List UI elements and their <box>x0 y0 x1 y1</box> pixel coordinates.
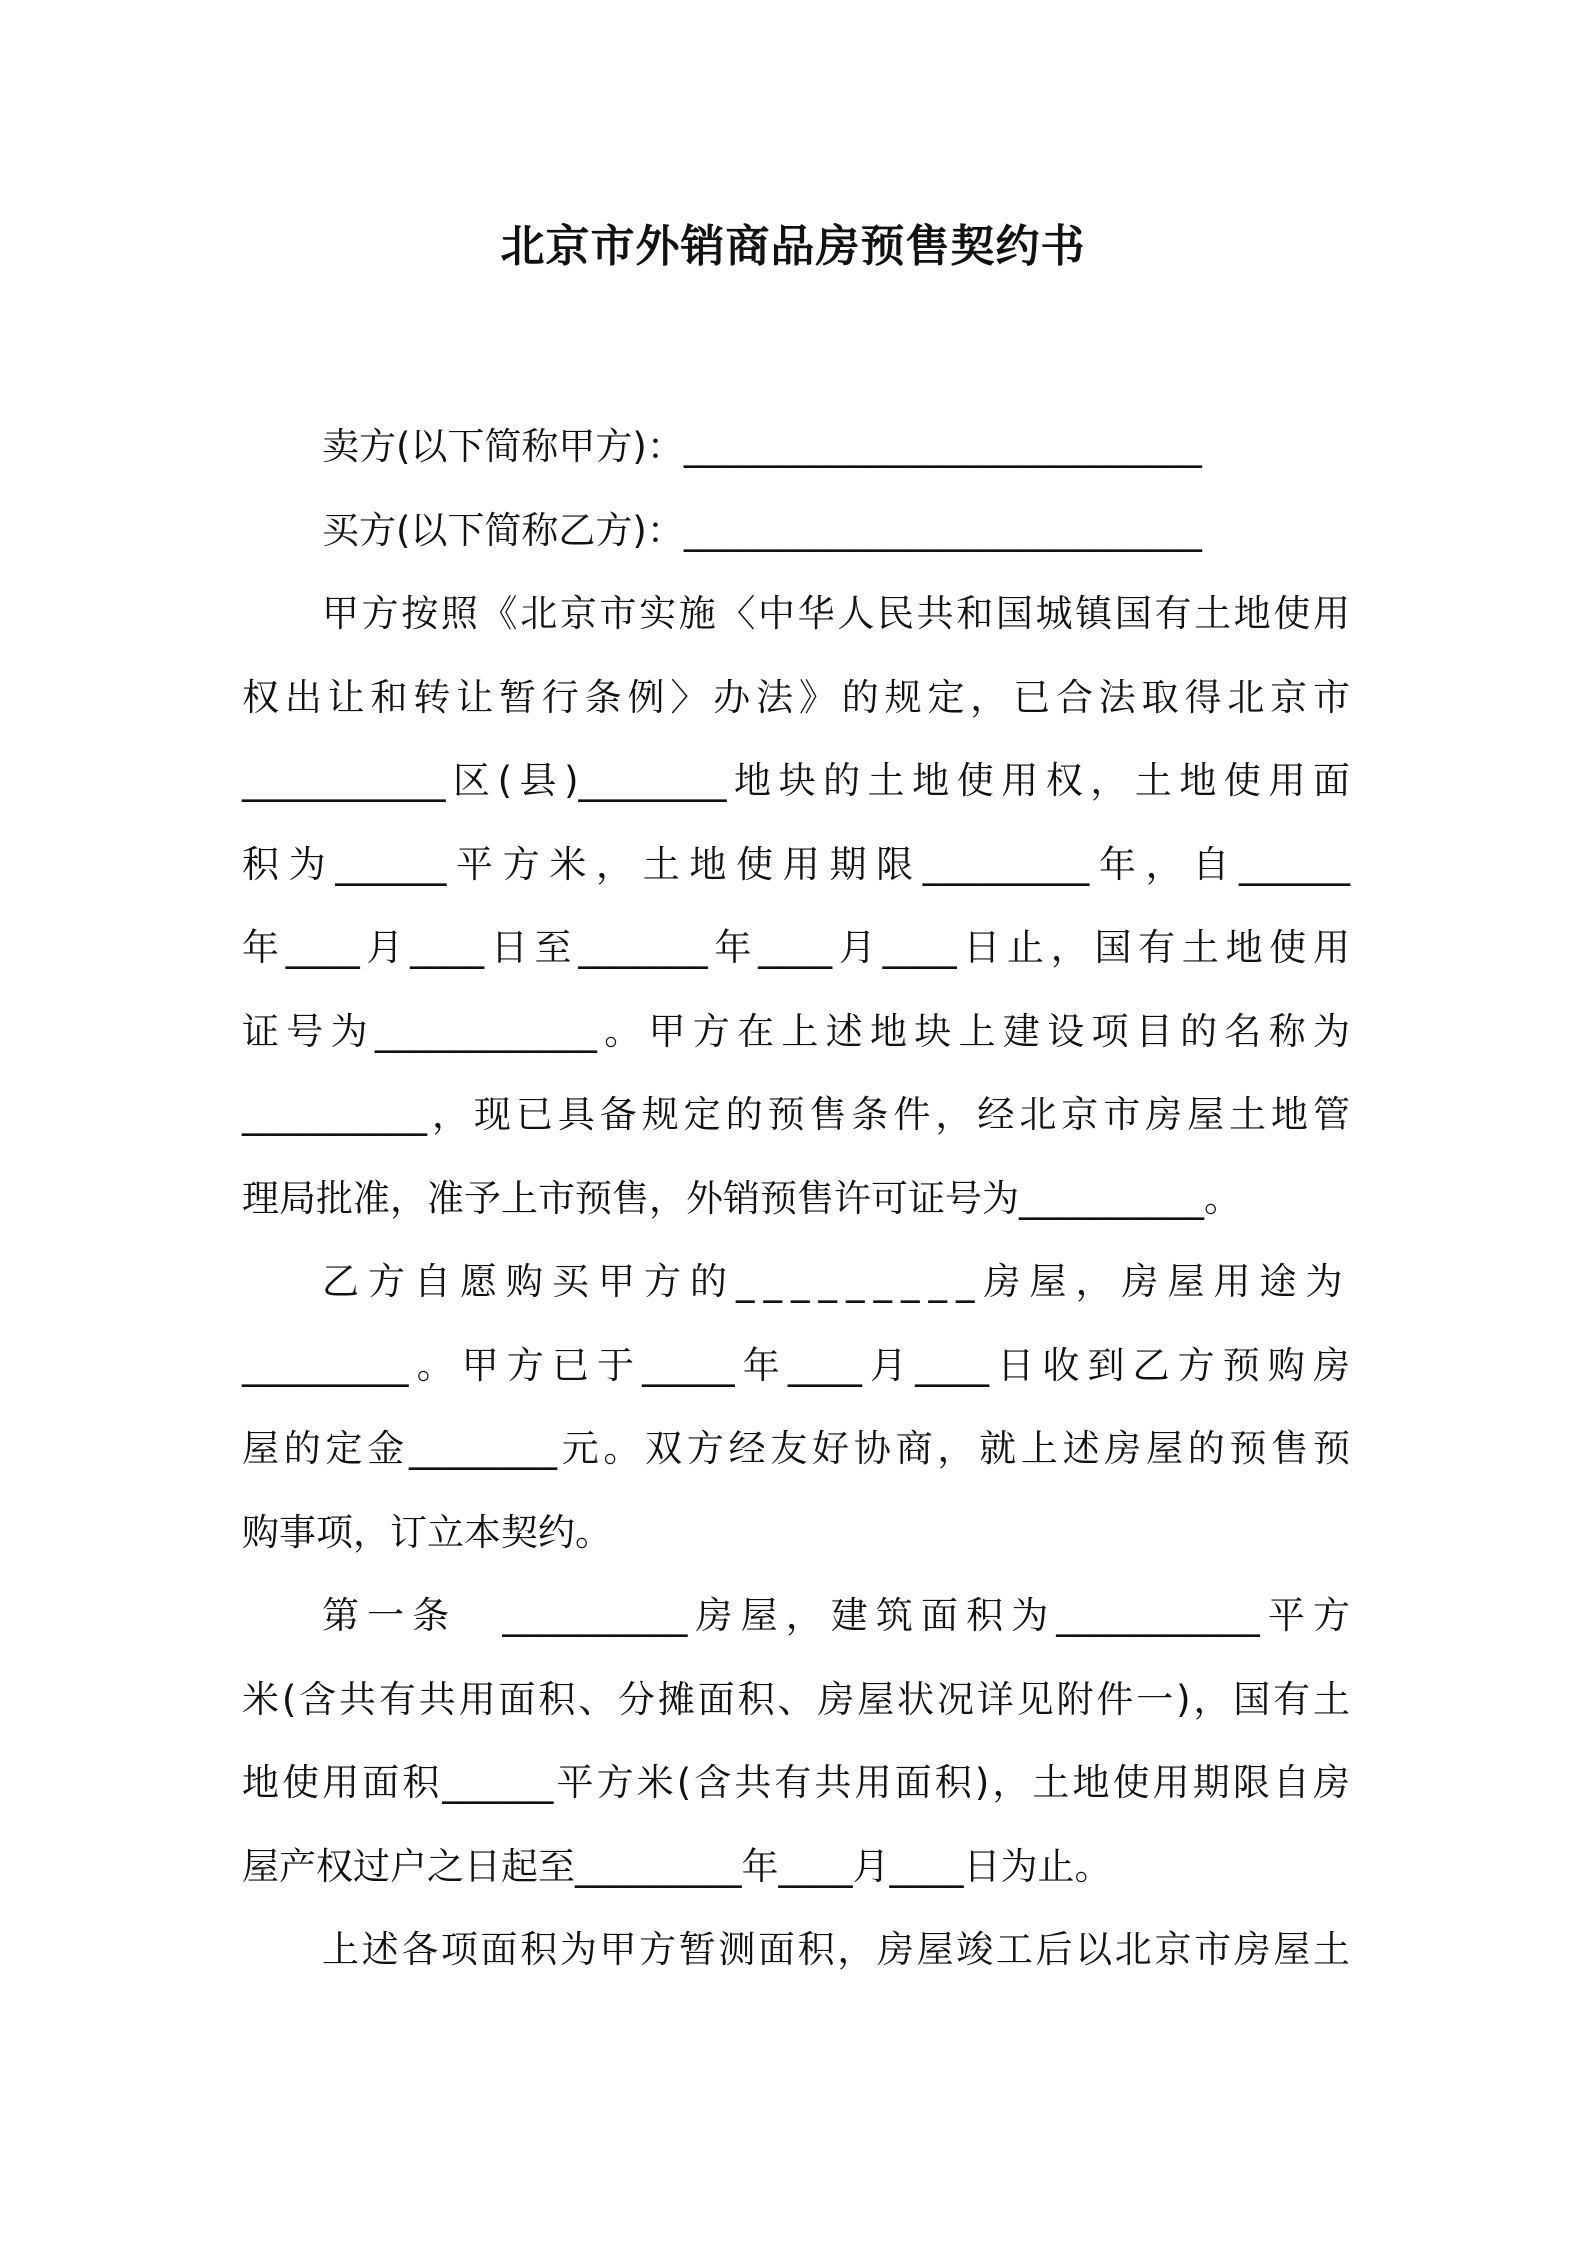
buyer-line: 买方(以下简称乙方)：____________________________ <box>322 508 1202 552</box>
article-line: 米(含共有共用面积、分摊面积、房屋状况详见附件一)，国有土 <box>242 1677 1350 1721</box>
paragraph-line: 年____月____日至_______年____月____日止，国有土地使用 <box>242 926 1350 969</box>
paragraph-line: 上述各项面积为甲方暂测面积，房屋竣工后以北京市房屋土 <box>322 1928 1350 1971</box>
paragraph-line: _________。甲方已于_____年____月____日收到乙方预购房 <box>242 1343 1350 1387</box>
paragraph-line: 积为______平方米，土地使用期限_________年，自______ <box>242 842 1350 886</box>
paragraph-line: __________，现已具备规定的预售条件，经北京市房屋土地管 <box>242 1093 1350 1136</box>
paragraph-line: 乙方自愿购买甲方的_________房屋，房屋用途为 <box>322 1260 1352 1303</box>
paragraph-line: 屋的定金________元。双方经友好协商，就上述房屋的预售预 <box>242 1427 1350 1470</box>
paragraph-line: ___________区(县)________地块的土地使用权，土地使用面 <box>242 759 1350 802</box>
seller-line: 卖方(以下简称甲方)：____________________________ <box>322 425 1202 468</box>
document-body <box>242 405 1350 1992</box>
paragraph-line: 购事项，订立本契约。 <box>242 1510 612 1554</box>
paragraph-line: 甲方按照《北京市实施〈中华人民共和国城镇国有土地使用 <box>322 592 1350 635</box>
article-line: 地使用面积______平方米(含共有共用面积)，土地使用期限自房 <box>242 1761 1350 1804</box>
paragraph-line: 理局批准，准予上市预售，外销预售许可证号为__________。 <box>242 1176 1241 1220</box>
paragraph-line: 权出让和转让暂行条例〉办法》的规定，已合法取得北京市 <box>242 675 1350 719</box>
article-line: 屋产权过户之日起至_________年____月____日为止。 <box>242 1844 1112 1888</box>
document-title: 北京市外销商品房预售契约书 <box>500 221 1086 272</box>
paragraph-line: 证号为____________。甲方在上述地块上建设项目的名称为 <box>242 1009 1350 1053</box>
article-line: 第一条 __________房屋，建筑面积为___________平方 <box>322 1594 1350 1637</box>
